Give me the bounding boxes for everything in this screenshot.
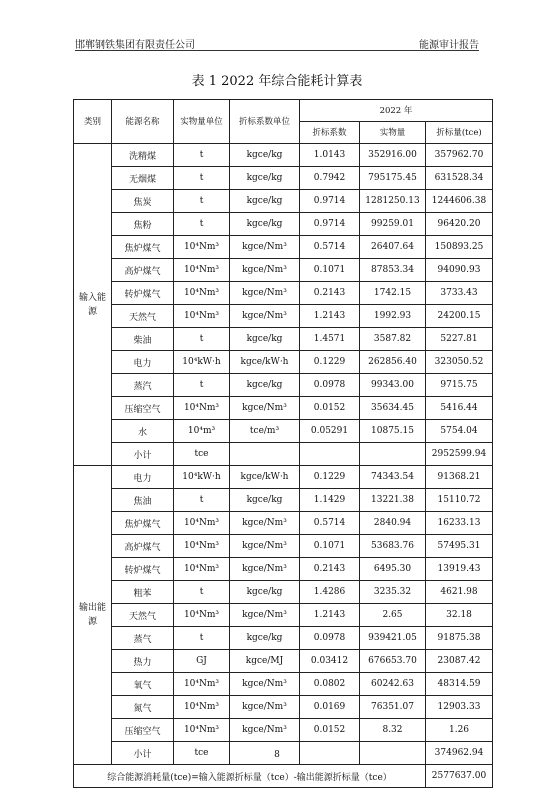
tce-value: 96420.20 [426, 213, 493, 236]
subtotal-unit: tce [174, 443, 230, 466]
tce-value: 3733.43 [426, 282, 493, 305]
total-row [74, 765, 493, 788]
energy-name: 转炉煤气 [112, 558, 174, 581]
unit: 10⁴m³ [174, 420, 230, 443]
quantity: 13221.38 [360, 489, 426, 512]
coef-value: 0.1071 [300, 535, 360, 558]
coef-unit: kgce/kg [230, 581, 300, 604]
quantity: 10875.15 [360, 420, 426, 443]
tce-value: 24200.15 [426, 305, 493, 328]
quantity: 76351.07 [360, 696, 426, 719]
table-row [74, 328, 493, 351]
tce-value: 23087.42 [426, 650, 493, 673]
quantity: 60242.63 [360, 673, 426, 696]
coef-unit: kgce/Nm³ [230, 558, 300, 581]
quantity: 2840.94 [360, 512, 426, 535]
coef-unit: kgce/Nm³ [230, 719, 300, 742]
tce-value: 15110.72 [426, 489, 493, 512]
table-row [74, 282, 493, 305]
empty-cell [230, 443, 300, 466]
quantity: 352916.00 [360, 144, 426, 167]
unit: t [174, 374, 230, 397]
table-row [74, 719, 493, 742]
unit: 10⁴kW·h [174, 466, 230, 489]
coef-value: 0.1229 [300, 351, 360, 374]
coef-unit: kgce/kg [230, 167, 300, 190]
quantity: 676653.70 [360, 650, 426, 673]
subtotal-unit: tce [174, 742, 230, 765]
quantity: 99259.01 [360, 213, 426, 236]
unit: t [174, 489, 230, 512]
col-unit: 实物量单位 [174, 100, 230, 144]
page-number: 8 [274, 750, 280, 760]
col-name: 能源名称 [112, 100, 174, 144]
table-row [74, 489, 493, 512]
unit: t [174, 190, 230, 213]
subtotal-value: 2952599.94 [426, 443, 493, 466]
empty-cell [360, 443, 426, 466]
unit: GJ [174, 650, 230, 673]
coef-unit: kgce/kg [230, 489, 300, 512]
coef-unit: kgce/Nm³ [230, 696, 300, 719]
tce-value: 57495.31 [426, 535, 493, 558]
coef-unit: kgce/Nm³ [230, 236, 300, 259]
energy-name: 焦炉煤气 [112, 236, 174, 259]
unit: t [174, 167, 230, 190]
coef-value: 0.03412 [300, 650, 360, 673]
coef-value: 0.2143 [300, 282, 360, 305]
coef-unit: kgce/kg [230, 144, 300, 167]
coef-value: 0.0802 [300, 673, 360, 696]
coef-value: 1.4286 [300, 581, 360, 604]
coef-value: 0.5714 [300, 236, 360, 259]
col-category: 类别 [74, 100, 112, 144]
quantity: 87853.34 [360, 259, 426, 282]
energy-name: 高炉煤气 [112, 535, 174, 558]
tce-value: 4621.98 [426, 581, 493, 604]
coef-unit: kgce/kg [230, 213, 300, 236]
energy-name: 焦粉 [112, 213, 174, 236]
tce-value: 13919.43 [426, 558, 493, 581]
energy-name: 焦油 [112, 489, 174, 512]
quantity: 1281250.13 [360, 190, 426, 213]
table-row [74, 535, 493, 558]
table-row [74, 213, 493, 236]
coef-unit: kgce/Nm³ [230, 397, 300, 420]
table-row [74, 604, 493, 627]
coef-value: 1.4571 [300, 328, 360, 351]
tce-value: 48314.59 [426, 673, 493, 696]
unit: 10⁴Nm³ [174, 512, 230, 535]
coef-value: 0.5714 [300, 512, 360, 535]
coef-unit: kgce/Nm³ [230, 259, 300, 282]
subtotal-value: 374962.94 [426, 742, 493, 765]
coef-value: 0.05291 [300, 420, 360, 443]
subtotal-label: 小计 [112, 443, 174, 466]
empty-cell [300, 443, 360, 466]
coef-unit: tce/m³ [230, 420, 300, 443]
quantity: 99343.00 [360, 374, 426, 397]
table-row [74, 305, 493, 328]
tce-value: 323050.52 [426, 351, 493, 374]
table-row [74, 512, 493, 535]
coef-value: 1.1429 [300, 489, 360, 512]
coef-value: 1.2143 [300, 305, 360, 328]
table-row [74, 351, 493, 374]
unit: 10⁴kW·h [174, 351, 230, 374]
table-row [74, 673, 493, 696]
table-row [74, 627, 493, 650]
energy-name: 电力 [112, 466, 174, 489]
unit: t [174, 328, 230, 351]
coef-value: 0.0152 [300, 397, 360, 420]
unit: 10⁴Nm³ [174, 236, 230, 259]
unit: 10⁴Nm³ [174, 305, 230, 328]
coef-unit: kgce/Nm³ [230, 305, 300, 328]
coef-value: 0.1071 [300, 259, 360, 282]
col-coef-unit: 折标系数单位 [230, 100, 300, 144]
col-year: 2022 年 [300, 100, 493, 122]
energy-name: 洗精煤 [112, 144, 174, 167]
coef-unit: kgce/kW·h [230, 466, 300, 489]
unit: 10⁴Nm³ [174, 558, 230, 581]
energy-name: 氮气 [112, 696, 174, 719]
quantity: 795175.45 [360, 167, 426, 190]
coef-value: 0.9714 [300, 190, 360, 213]
coef-unit: kgce/Nm³ [230, 512, 300, 535]
unit: 10⁴Nm³ [174, 696, 230, 719]
quantity: 6495.30 [360, 558, 426, 581]
coef-value: 0.0169 [300, 696, 360, 719]
coef-unit: kgce/kg [230, 328, 300, 351]
energy-name: 柴油 [112, 328, 174, 351]
energy-name: 无烟煤 [112, 167, 174, 190]
tce-value: 1244606.38 [426, 190, 493, 213]
coef-unit: kgce/Nm³ [230, 535, 300, 558]
energy-name: 焦炭 [112, 190, 174, 213]
energy-name: 电力 [112, 351, 174, 374]
tce-value: 5416.44 [426, 397, 493, 420]
energy-name: 蒸汽 [112, 374, 174, 397]
energy-name: 水 [112, 420, 174, 443]
table-title: 表 1 2022 年综合能耗计算表 [191, 74, 363, 89]
coef-value: 0.0978 [300, 627, 360, 650]
report-name: 能源审计报告 [419, 40, 479, 51]
company-name: 邯郸钢铁集团有限责任公司 [75, 40, 195, 51]
coef-unit: kgce/Nm³ [230, 282, 300, 305]
coef-unit: kgce/kg [230, 627, 300, 650]
table-row [74, 236, 493, 259]
energy-name: 天然气 [112, 305, 174, 328]
energy-name: 天然气 [112, 604, 174, 627]
coef-unit: kgce/Nm³ [230, 604, 300, 627]
subtotal-label: 小计 [112, 742, 174, 765]
quantity: 26407.64 [360, 236, 426, 259]
quantity: 35634.45 [360, 397, 426, 420]
table-row [74, 167, 493, 190]
tce-value: 12903.33 [426, 696, 493, 719]
tce-value: 32.18 [426, 604, 493, 627]
unit: 10⁴Nm³ [174, 673, 230, 696]
tce-value: 5227.81 [426, 328, 493, 351]
total-label: 综合能源消耗量(tce)=输入能源折标量（tce）-输出能源折标量（tce） [74, 765, 426, 788]
coef-value: 0.7942 [300, 167, 360, 190]
unit: 10⁴Nm³ [174, 604, 230, 627]
table-row [74, 259, 493, 282]
table-row [74, 374, 493, 397]
unit: 10⁴Nm³ [174, 282, 230, 305]
quantity: 3235.32 [360, 581, 426, 604]
col-quantity: 实物量 [360, 122, 426, 144]
table-row [74, 144, 493, 167]
coef-value: 1.0143 [300, 144, 360, 167]
tce-value: 357962.70 [426, 144, 493, 167]
table-row [74, 650, 493, 673]
table-row [74, 581, 493, 604]
tce-value: 1.26 [426, 719, 493, 742]
quantity: 2.65 [360, 604, 426, 627]
quantity: 53683.76 [360, 535, 426, 558]
tce-value: 16233.13 [426, 512, 493, 535]
tce-value: 631528.34 [426, 167, 493, 190]
unit: 10⁴Nm³ [174, 535, 230, 558]
coef-value: 0.0978 [300, 374, 360, 397]
quantity: 3587.82 [360, 328, 426, 351]
energy-name: 压缩空气 [112, 397, 174, 420]
table-row [74, 696, 493, 719]
energy-name: 压缩空气 [112, 719, 174, 742]
header-rule [75, 50, 479, 51]
category-cell: 输入能源 [74, 144, 112, 466]
tce-value: 91875.38 [426, 627, 493, 650]
energy-name: 高炉煤气 [112, 259, 174, 282]
page-header [75, 36, 479, 50]
energy-name: 转炉煤气 [112, 282, 174, 305]
energy-name: 蒸气 [112, 627, 174, 650]
tce-value: 9715.75 [426, 374, 493, 397]
category-cell: 输出能源 [74, 466, 112, 765]
table-row [74, 420, 493, 443]
coef-unit: kgce/MJ [230, 650, 300, 673]
energy-name: 氧气 [112, 673, 174, 696]
quantity: 74343.54 [360, 466, 426, 489]
tce-value: 94090.93 [426, 259, 493, 282]
col-coef-value: 折标系数 [300, 122, 360, 144]
unit: t [174, 144, 230, 167]
table-row [74, 397, 493, 420]
unit: 10⁴Nm³ [174, 259, 230, 282]
coef-unit: kgce/kg [230, 190, 300, 213]
unit: t [174, 581, 230, 604]
coef-unit: kgce/kW·h [230, 351, 300, 374]
unit: 10⁴Nm³ [174, 397, 230, 420]
table-row [74, 466, 493, 489]
coef-unit: kgce/kg [230, 374, 300, 397]
unit: t [174, 627, 230, 650]
quantity: 8.32 [360, 719, 426, 742]
tce-value: 5754.04 [426, 420, 493, 443]
subtotal-row [74, 443, 493, 466]
coef-value: 0.1229 [300, 466, 360, 489]
coef-value: 0.9714 [300, 213, 360, 236]
coef-value: 1.2143 [300, 604, 360, 627]
tce-value: 150893.25 [426, 236, 493, 259]
table-body [74, 144, 493, 788]
total-value: 2577637.00 [426, 765, 493, 788]
energy-name: 热力 [112, 650, 174, 673]
quantity: 262856.40 [360, 351, 426, 374]
unit: 10⁴Nm³ [174, 719, 230, 742]
table-row [74, 190, 493, 213]
energy-name: 焦炉煤气 [112, 512, 174, 535]
table-row [74, 558, 493, 581]
quantity: 939421.05 [360, 627, 426, 650]
quantity: 1742.15 [360, 282, 426, 305]
col-tce: 折标量(tce) [426, 122, 493, 144]
coef-unit: kgce/Nm³ [230, 673, 300, 696]
energy-name: 粗苯 [112, 581, 174, 604]
coef-value: 0.0152 [300, 719, 360, 742]
coef-value: 0.2143 [300, 558, 360, 581]
tce-value: 91368.21 [426, 466, 493, 489]
unit: t [174, 213, 230, 236]
quantity: 1992.93 [360, 305, 426, 328]
energy-consumption-table [73, 99, 493, 788]
